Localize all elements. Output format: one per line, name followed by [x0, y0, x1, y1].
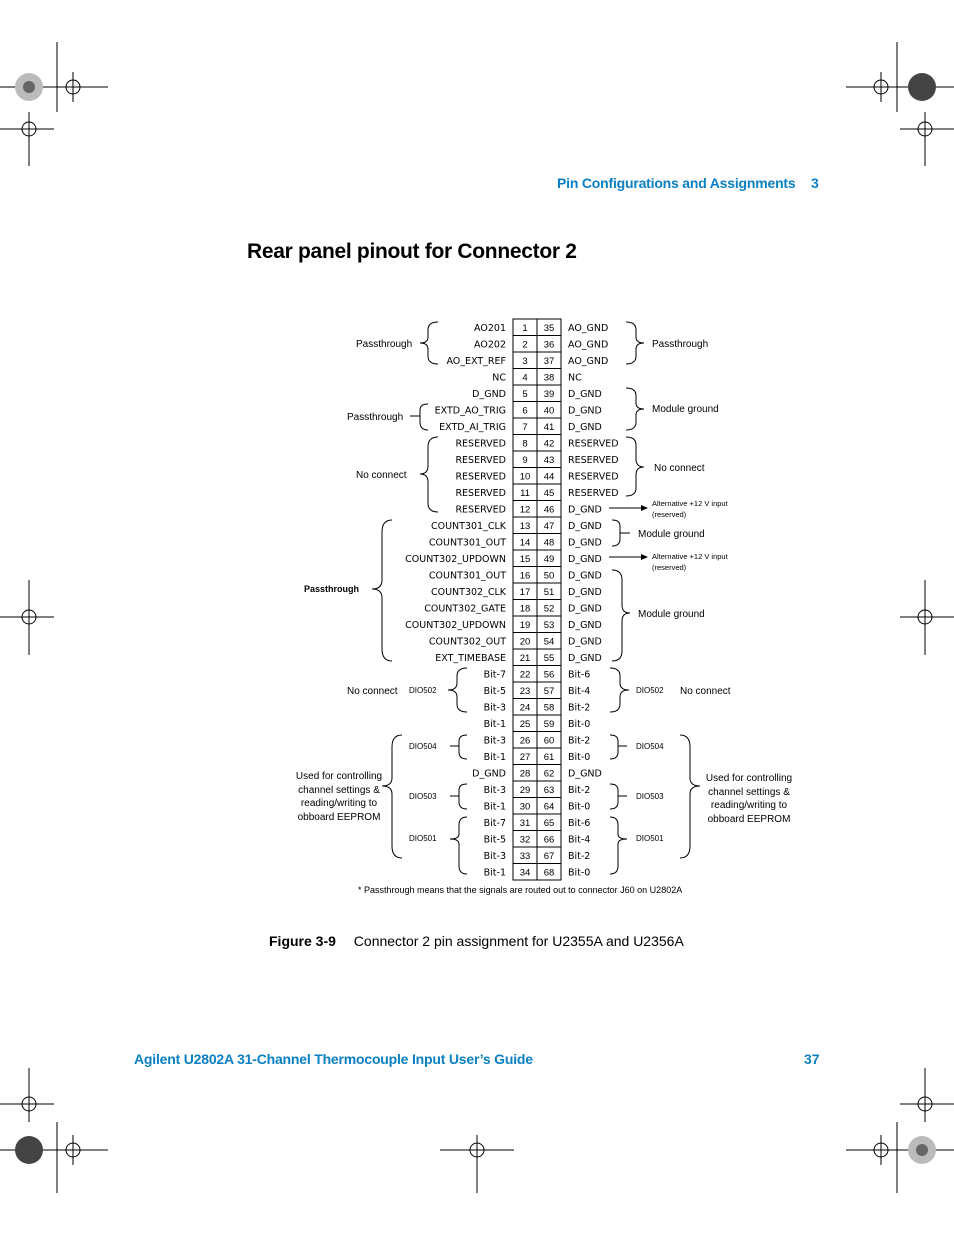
pin-number-left: 17 — [519, 587, 531, 598]
pin-row — [455, 484, 618, 501]
label-right-module-ground-3: Module ground — [638, 609, 705, 620]
pin-number-right: 47 — [543, 521, 555, 532]
pin-number-left: 9 — [522, 455, 528, 466]
pin-number-right: 50 — [543, 570, 555, 582]
signal-name-left: D_GND — [472, 768, 506, 780]
label-left-used-for-4: obboard EEPROM — [297, 812, 381, 823]
label-alt-input-1-line2: (reserved) — [652, 510, 687, 519]
pin-row — [492, 369, 582, 386]
pin-number-right: 41 — [543, 422, 555, 433]
label-alt-input-1-line1: Alternative +12 V input — [652, 499, 728, 508]
label-right-no-connect-2: No connect — [680, 686, 731, 697]
bracket-right-module-ground-1 — [626, 388, 644, 430]
bracket-left-dio501 — [450, 817, 467, 874]
pin-row — [424, 600, 602, 617]
pin-row — [405, 616, 602, 633]
signal-name-left: NC — [492, 372, 506, 384]
pin-number-right: 55 — [543, 653, 555, 664]
pin-row — [435, 649, 602, 666]
signal-name-left: COUNT302_UPDOWN — [405, 554, 506, 565]
signal-name-left: Bit-7 — [483, 669, 506, 681]
pin-row — [439, 418, 602, 435]
bracket-left-passthrough-2 — [410, 404, 428, 430]
pin-number-right: 48 — [543, 537, 555, 549]
signal-name-right: Bit-4 — [568, 686, 591, 697]
pin-number-left: 5 — [522, 389, 528, 400]
pin-number-right: 43 — [543, 455, 555, 466]
pin-row — [455, 451, 618, 468]
signal-name-right: Bit-0 — [568, 752, 591, 763]
pin-number-left: 32 — [519, 834, 531, 846]
pin-number-right: 52 — [543, 603, 555, 615]
pin-row — [429, 633, 602, 650]
pin-number-right: 67 — [543, 851, 555, 862]
signal-name-left: EXT_TIMEBASE — [435, 653, 506, 664]
bracket-left-dio503 — [450, 784, 467, 809]
pin-number-right: 45 — [543, 488, 555, 499]
signal-name-left: Bit-3 — [483, 735, 506, 747]
signal-name-right: D_GND — [568, 537, 602, 549]
bracket-right-dio501 — [610, 817, 627, 874]
pin-number-left: 18 — [519, 603, 531, 615]
bracket-left-no-connect-1 — [420, 437, 438, 512]
pin-number-right: 46 — [543, 504, 555, 516]
signal-name-right: NC — [568, 372, 582, 384]
pin-number-right: 62 — [543, 768, 555, 780]
pin-number-left: 29 — [519, 785, 531, 796]
pin-number-right: 61 — [543, 752, 555, 763]
label-alt-input-2-line2: (reserved) — [652, 563, 687, 572]
pin-row — [484, 666, 591, 683]
signal-name-left: AO_EXT_REF — [446, 356, 506, 367]
pin-number-right: 40 — [543, 405, 555, 417]
pin-number-left: 7 — [522, 422, 528, 433]
signal-name-right: Bit-0 — [568, 801, 591, 813]
pin-row — [455, 501, 601, 518]
figure-caption — [269, 933, 684, 949]
page-title: Rear panel pinout for Connector 2 — [247, 240, 577, 263]
signal-name-left: RESERVED — [455, 488, 506, 499]
label-right-used-for-2: channel settings & — [708, 787, 790, 798]
label-right-no-connect-1: No connect — [654, 463, 705, 474]
label-left-passthrough-2: Passthrough — [347, 412, 404, 423]
signal-name-right: Bit-0 — [568, 867, 591, 879]
label-right-module-ground-2: Module ground — [638, 529, 705, 540]
signal-name-right: D_GND — [568, 389, 602, 400]
label-right-dio502: DIO502 — [636, 686, 664, 695]
signal-name-left: Bit-5 — [483, 834, 506, 846]
pin-row — [446, 352, 608, 369]
signal-name-right: D_GND — [568, 620, 602, 631]
pin-number-right: 56 — [543, 669, 555, 681]
pin-row — [484, 715, 591, 732]
signal-name-right: Bit-4 — [568, 834, 591, 846]
pin-row — [431, 583, 602, 600]
label-right-module-ground-1: Module ground — [652, 404, 719, 415]
pin-row — [431, 517, 602, 534]
pin-number-left: 23 — [519, 686, 531, 697]
pin-number-right: 66 — [543, 834, 555, 846]
pin-number-left: 13 — [519, 521, 531, 532]
signal-name-left: AO201 — [474, 323, 506, 334]
bracket-right-module-ground-2 — [612, 520, 630, 546]
bracket-left-passthrough-3 — [372, 520, 392, 661]
pin-number-left: 24 — [519, 702, 531, 714]
label-right-passthrough: Passthrough — [652, 339, 709, 350]
pin-number-left: 10 — [519, 471, 531, 483]
pin-row — [484, 748, 591, 765]
bracket-right-dio-all — [680, 735, 700, 858]
arrow-head-1 — [641, 505, 648, 511]
pin-number-left: 12 — [519, 504, 531, 516]
pin-row — [474, 319, 608, 336]
pin-number-right: 63 — [543, 785, 555, 796]
signal-name-left: Bit-3 — [483, 785, 506, 796]
pin-row — [429, 567, 602, 584]
bracket-right-no-connect-1 — [626, 437, 644, 496]
bracket-left-passthrough-1 — [420, 322, 438, 364]
signal-name-left: RESERVED — [455, 471, 506, 483]
signal-name-left: RESERVED — [455, 504, 506, 516]
pin-number-left: 3 — [522, 356, 528, 367]
pin-number-right: 59 — [543, 719, 555, 730]
pin-number-right: 57 — [543, 686, 555, 697]
pin-number-left: 27 — [519, 752, 531, 763]
bracket-right-passthrough — [626, 322, 644, 364]
pin-number-left: 2 — [522, 339, 528, 351]
pin-row — [484, 864, 591, 881]
signal-name-right: RESERVED — [568, 438, 619, 450]
pin-number-right: 38 — [543, 372, 555, 384]
label-left-dio503: DIO503 — [409, 792, 437, 801]
pin-number-left: 22 — [519, 669, 531, 681]
signal-name-right: AO_GND — [568, 323, 609, 334]
pin-number-left: 33 — [519, 851, 531, 862]
signal-name-right: D_GND — [568, 603, 602, 615]
pin-number-left: 20 — [519, 636, 531, 648]
pin-number-left: 26 — [519, 735, 531, 747]
signal-name-right: AO_GND — [568, 356, 609, 367]
pin-row — [435, 402, 602, 419]
pin-row — [455, 468, 618, 485]
pin-number-right: 51 — [543, 587, 555, 598]
pin-number-left: 34 — [519, 867, 531, 879]
pin-row — [484, 814, 591, 831]
signal-name-left: Bit-3 — [483, 702, 506, 714]
signal-name-left: Bit-7 — [483, 818, 506, 829]
bracket-right-dio503 — [610, 784, 627, 809]
signal-name-left: D_GND — [472, 389, 506, 400]
pin-number-left: 6 — [522, 405, 528, 417]
signal-name-right: D_GND — [568, 521, 602, 532]
label-right-dio503: DIO503 — [636, 792, 664, 801]
pin-number-left: 8 — [522, 438, 528, 450]
signal-name-right: D_GND — [568, 768, 602, 780]
signal-name-left: Bit-1 — [483, 752, 506, 763]
label-left-no-connect-2: No connect — [347, 686, 398, 697]
signal-name-right: D_GND — [568, 554, 602, 565]
label-left-used-for-3: reading/writing to — [300, 798, 378, 809]
bracket-left-dio504 — [450, 735, 467, 759]
label-left-dio502: DIO502 — [409, 686, 437, 695]
signal-name-right: RESERVED — [568, 471, 619, 483]
bracket-left-dio502 — [448, 668, 467, 712]
signal-name-right: D_GND — [568, 570, 602, 582]
pin-row — [484, 699, 591, 716]
signal-name-right: Bit-2 — [568, 702, 591, 714]
label-right-used-for-3: reading/writing to — [710, 800, 788, 811]
pin-row — [472, 765, 602, 782]
pin-number-left: 21 — [519, 653, 531, 664]
pin-number-right: 35 — [543, 323, 555, 334]
label-left-used-for-2: channel settings & — [298, 785, 380, 796]
signal-name-right: AO_GND — [568, 339, 609, 351]
pin-number-right: 53 — [543, 620, 555, 631]
signal-name-left: EXTD_AO_TRIG — [434, 405, 506, 417]
pin-number-left: 4 — [522, 372, 528, 384]
label-left-no-connect-1: No connect — [356, 470, 407, 481]
pin-number-left: 11 — [520, 488, 530, 499]
signal-name-left: EXTD_AI_TRIG — [439, 422, 506, 433]
pin-number-right: 49 — [543, 554, 555, 565]
pin-number-right: 54 — [543, 636, 555, 648]
signal-name-right: D_GND — [568, 653, 602, 664]
signal-name-left: COUNT301_OUT — [428, 570, 506, 582]
signal-name-right: Bit-0 — [568, 719, 591, 730]
pin-row — [429, 534, 602, 551]
pin-row — [484, 781, 591, 798]
label-left-passthrough-3: Passthrough — [304, 584, 360, 594]
signal-name-right: Bit-6 — [568, 818, 591, 829]
pin-number-left: 25 — [519, 719, 531, 730]
running-header-chapter: 3 — [811, 175, 819, 191]
pin-number-right: 36 — [543, 339, 555, 351]
signal-name-right: D_GND — [568, 587, 602, 598]
pin-row — [484, 682, 591, 699]
signal-name-right: Bit-2 — [568, 785, 591, 796]
bracket-right-module-ground-3 — [612, 570, 630, 661]
signal-name-left: COUNT301_OUT — [428, 537, 506, 549]
arrow-head-2 — [641, 554, 648, 560]
signal-name-right: D_GND — [568, 422, 602, 433]
signal-name-right: Bit-2 — [568, 735, 591, 747]
figure-caption-text: Connector 2 pin assignment for U2355A and U2356A — [353, 933, 684, 949]
figure-label: Figure 3-9 — [269, 933, 336, 949]
pin-number-right: 60 — [543, 735, 555, 747]
pin-row — [405, 550, 602, 567]
pin-number-left: 15 — [519, 554, 531, 565]
signal-name-right: Bit-6 — [568, 669, 591, 681]
signal-name-left: COUNT301_CLK — [430, 521, 506, 532]
signal-name-left: COUNT302_CLK — [430, 587, 506, 598]
pin-row — [484, 798, 591, 815]
signal-name-right: D_GND — [568, 636, 602, 648]
signal-name-left: Bit-1 — [483, 867, 506, 879]
label-alt-input-2-line1: Alternative +12 V input — [652, 552, 728, 561]
pin-number-right: 58 — [543, 702, 555, 714]
label-right-dio501: DIO501 — [636, 834, 664, 843]
pin-number-right: 64 — [543, 801, 555, 813]
pin-number-left: 31 — [519, 818, 531, 829]
signal-name-right: D_GND — [568, 504, 602, 516]
pin-number-right: 65 — [543, 818, 555, 829]
label-right-used-for-1: Used for controlling — [705, 773, 793, 784]
signal-name-left: COUNT302_OUT — [428, 636, 506, 648]
pin-number-right: 39 — [543, 389, 555, 400]
running-footer-title: Agilent U2802A 31-Channel Thermocouple Input User’s Guide — [134, 1051, 533, 1067]
pin-number-right: 44 — [543, 471, 555, 483]
pin-number-left: 28 — [519, 768, 531, 780]
signal-name-left: AO202 — [474, 339, 506, 351]
pin-number-left: 14 — [519, 537, 531, 549]
signal-name-right: RESERVED — [568, 488, 619, 499]
bracket-right-dio502 — [610, 668, 629, 712]
signal-name-right: RESERVED — [568, 455, 619, 466]
pin-number-right: 68 — [543, 867, 555, 879]
signal-name-left: Bit-1 — [483, 719, 506, 730]
label-left-used-for-1: Used for controlling — [295, 771, 383, 782]
pin-row — [455, 435, 618, 452]
footnote: * Passthrough means that the signals are routed out to connector J60 on U2802A — [358, 885, 683, 895]
pin-number-right: 37 — [543, 356, 555, 367]
pin-row — [484, 847, 591, 864]
signal-name-left: Bit-1 — [483, 801, 506, 813]
bracket-left-dio-all — [382, 735, 402, 858]
signal-name-left: RESERVED — [455, 438, 506, 450]
label-right-dio504: DIO504 — [636, 742, 664, 751]
label-left-dio504: DIO504 — [409, 742, 437, 751]
label-left-dio501: DIO501 — [409, 834, 437, 843]
signal-name-right: D_GND — [568, 405, 602, 417]
label-right-used-for-4: obboard EEPROM — [707, 814, 791, 825]
signal-name-left: RESERVED — [455, 455, 506, 466]
pin-number-left: 30 — [519, 801, 531, 813]
pin-number-left: 16 — [519, 570, 531, 582]
pin-row — [484, 732, 591, 749]
bracket-right-dio504 — [610, 735, 627, 759]
signal-name-right: Bit-2 — [568, 851, 591, 862]
pin-number-right: 42 — [543, 438, 555, 450]
pin-number-left: 19 — [519, 620, 531, 631]
pin-row — [472, 385, 602, 402]
pin-row — [484, 831, 591, 848]
pin-row — [474, 336, 608, 353]
signal-name-left: COUNT302_GATE — [424, 603, 506, 615]
page-number: 37 — [804, 1051, 820, 1067]
pin-number-left: 1 — [522, 323, 528, 334]
signal-name-left: COUNT302_UPDOWN — [405, 620, 506, 631]
label-left-passthrough-1: Passthrough — [356, 339, 413, 350]
running-header-section: Pin Configurations and Assignments — [557, 175, 796, 191]
signal-name-left: Bit-5 — [483, 686, 506, 697]
signal-name-left: Bit-3 — [483, 851, 506, 862]
